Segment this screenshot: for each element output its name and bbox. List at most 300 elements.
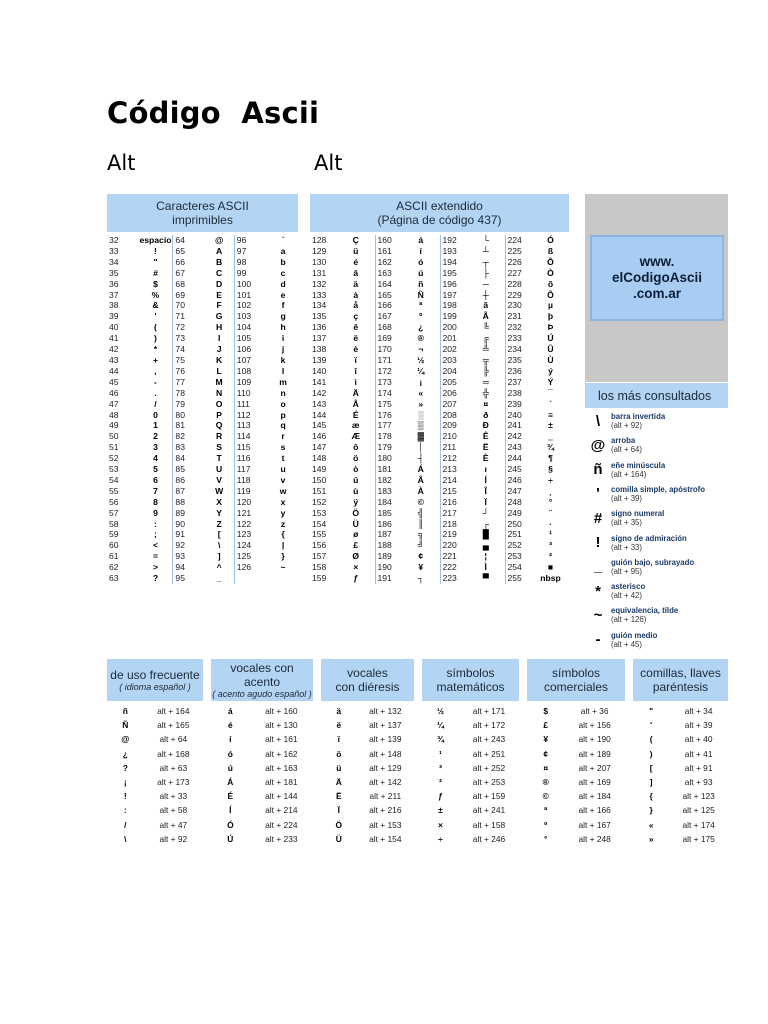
code-cell: 49 (109, 420, 119, 431)
code-cell: 115 (236, 442, 251, 453)
code-cell: 101 (236, 289, 252, 300)
char-cell: º (544, 819, 548, 830)
char-cell: Ö (335, 819, 343, 830)
table-row (321, 818, 414, 832)
code-cell: 192 (442, 235, 457, 245)
char-cell: ² (439, 777, 442, 788)
code-cell: 171 (377, 354, 392, 365)
code-cell: 100 (236, 278, 252, 289)
alt-code-cell: alt + 181 (265, 777, 298, 788)
char-cell: $ (137, 279, 173, 290)
char-cell: ñ (122, 706, 128, 716)
code-cell: 175 (377, 398, 392, 409)
char-cell: Ñ (400, 290, 440, 301)
extended-header-line1: ASCII extendido (396, 199, 483, 213)
char-cell: æ (335, 420, 375, 431)
item-text (611, 485, 705, 503)
code-cell: 68 (175, 278, 185, 289)
char-cell: = (137, 551, 173, 562)
code-cell: 109 (236, 376, 252, 387)
code-cell: 249 (507, 507, 522, 518)
char-cell: } (281, 551, 285, 562)
code-cell: 145 (312, 420, 327, 431)
symbol: ' (596, 485, 600, 503)
char-cell: Û (547, 344, 554, 355)
char-cell: Q (202, 420, 234, 431)
char-cell: ¨ (549, 507, 552, 518)
code-cell: 233 (507, 333, 522, 344)
table-row (310, 311, 569, 322)
code-cell: 154 (312, 518, 327, 529)
char-cell: d (280, 278, 286, 289)
code-cell: 196 (442, 278, 457, 289)
alt-code-cell: alt + 63 (159, 762, 188, 773)
code-cell: 185 (377, 507, 392, 518)
code-cell: 227 (507, 267, 522, 278)
char-cell: i (281, 333, 285, 344)
char-cell: ² (549, 551, 552, 562)
char-cell: é (228, 720, 233, 731)
char-cell: Ê (465, 431, 505, 442)
code-cell: 187 (377, 529, 392, 540)
alt-code-cell: alt + 190 (578, 734, 611, 745)
char-cell: z (280, 518, 286, 529)
char-cell: [ (649, 762, 653, 773)
char-cell: Ú (227, 833, 234, 844)
code-cell: 181 (377, 464, 392, 475)
code-cell: 161 (377, 245, 392, 256)
char-cell: ó (227, 748, 233, 759)
table-row (107, 775, 203, 789)
code-cell: 140 (312, 365, 327, 376)
char-cell: Ó (227, 819, 234, 830)
code-cell: 61 (109, 551, 119, 562)
alt-code-cell: alt + 156 (578, 720, 611, 731)
table-row (633, 789, 728, 803)
code-cell: 229 (507, 289, 522, 300)
code-cell: 64 (175, 235, 185, 245)
item-name: signo de admiración (611, 533, 687, 543)
char-cell: C (202, 268, 234, 279)
table-row (321, 789, 414, 803)
char-cell: ' (137, 311, 173, 322)
char-cell: ? (137, 573, 173, 584)
code-cell: 71 (175, 311, 185, 322)
table-row (422, 789, 519, 803)
table-row (310, 322, 569, 333)
code-cell: 252 (507, 540, 522, 551)
alt-code-cell: alt + 168 (157, 748, 190, 759)
code-cell: 226 (507, 256, 522, 267)
char-cell: ¯ (548, 387, 553, 398)
code-cell: 215 (442, 485, 457, 496)
code-cell: 169 (377, 333, 392, 344)
item-alt: (alt + 64) (611, 445, 642, 455)
code-cell: 93 (175, 551, 185, 562)
category-subtitle: comerciales (543, 680, 609, 694)
code-cell: 79 (175, 398, 185, 409)
char-cell: Ä (335, 777, 342, 788)
char-cell: ƒ (335, 573, 375, 584)
alt-code-cell: alt + 154 (369, 833, 402, 844)
table-row (633, 818, 728, 832)
char-cell: ├ (465, 268, 505, 279)
alt-code-cell: alt + 33 (159, 791, 188, 802)
code-cell: 62 (109, 562, 119, 573)
char-cell: O (202, 399, 234, 410)
char-cell: S (202, 442, 234, 453)
table-row (633, 775, 728, 789)
char-cell: Ó (547, 235, 554, 245)
code-cell: 239 (507, 398, 522, 409)
logo-line2: elCodigoAscii (611, 270, 702, 285)
table-row (107, 529, 298, 540)
char-cell: 9 (137, 508, 173, 519)
char-cell: ) (137, 333, 173, 344)
table-row (633, 718, 728, 732)
code-cell: 84 (175, 453, 185, 464)
code-cell: 155 (312, 529, 327, 540)
item-alt: (alt + 95) (611, 566, 642, 576)
table-row (310, 257, 569, 268)
char-cell: Ë (336, 791, 342, 802)
char-cell: { (281, 529, 285, 540)
code-cell: 162 (377, 256, 392, 267)
table-row (321, 704, 414, 718)
table-row (527, 775, 625, 789)
category-panel (422, 659, 519, 856)
symbol: _ (593, 558, 603, 576)
char-cell: M (202, 377, 234, 388)
category-table (321, 704, 414, 846)
table-row (107, 508, 298, 519)
code-cell: 120 (236, 496, 252, 507)
code-cell: 42 (109, 344, 119, 355)
code-cell: 35 (109, 267, 119, 278)
code-cell: 158 (312, 562, 327, 573)
char-cell: _ (202, 573, 234, 584)
code-cell: 222 (442, 562, 457, 573)
alt-code-cell: alt + 175 (682, 833, 715, 844)
item-text (611, 412, 665, 430)
char-cell (266, 573, 298, 584)
char-cell: q (280, 420, 286, 431)
code-cell: 104 (236, 322, 252, 333)
category-header (527, 659, 625, 701)
code-cell: 163 (377, 267, 392, 278)
code-cell: 208 (442, 409, 457, 420)
alt-code-cell: alt + 125 (682, 805, 715, 816)
category-table (422, 704, 519, 846)
char-cell: ─ (465, 279, 505, 290)
char-cell: Ñ (122, 720, 129, 731)
char-cell: ¶ (548, 453, 553, 464)
code-cell: 232 (507, 322, 522, 333)
char-cell: L (202, 366, 234, 377)
code-cell: 193 (442, 245, 457, 256)
table-row (310, 279, 569, 290)
table-row (107, 519, 298, 530)
item-text (611, 631, 657, 649)
char-cell: ¼ (436, 720, 444, 731)
code-cell: 92 (175, 540, 185, 551)
code-cell: 46 (109, 387, 119, 398)
code-cell: 133 (312, 289, 327, 300)
table-row (107, 322, 298, 333)
code-cell: 241 (507, 420, 522, 431)
code-cell: 194 (442, 256, 457, 267)
char-cell: Î (465, 486, 505, 497)
char-cell: Á (400, 464, 440, 475)
char-cell: │ (400, 442, 440, 453)
code-cell: 207 (442, 398, 457, 409)
code-cell: 73 (175, 333, 185, 344)
alt-code-cell: alt + 58 (159, 805, 188, 816)
table-row (107, 268, 298, 279)
code-cell: 221 (442, 551, 457, 562)
code-cell: 50 (109, 431, 119, 442)
code-cell: 152 (312, 496, 327, 507)
table-row (310, 410, 569, 421)
table-row (310, 562, 569, 573)
code-cell: 81 (175, 420, 185, 431)
char-cell: Y (202, 508, 234, 519)
table-row (310, 235, 569, 246)
char-cell: { (649, 791, 653, 802)
code-cell (234, 573, 266, 584)
table-row (107, 732, 203, 746)
alt-code-cell: alt + 144 (265, 791, 298, 802)
char-cell: â (335, 268, 375, 279)
alt-code-cell: alt + 251 (472, 748, 506, 759)
list-item (585, 506, 728, 530)
alt-code-cell: alt + 246 (472, 833, 506, 844)
code-cell: 149 (312, 464, 327, 475)
table-row (321, 747, 414, 761)
code-cell: 200 (442, 322, 457, 333)
char-cell: ó (400, 257, 440, 268)
char-cell: ý (548, 365, 553, 376)
alt-code-cell: alt + 163 (265, 762, 298, 773)
table-row (211, 732, 313, 746)
char-cell: ¿ (122, 748, 128, 759)
table-row (310, 268, 569, 279)
char-cell: ü (336, 762, 342, 773)
item-text (611, 558, 694, 576)
char-cell: espacio (137, 235, 173, 246)
code-cell: 146 (312, 431, 327, 442)
code-cell: 190 (377, 562, 392, 573)
char-cell: m (279, 376, 287, 387)
code-cell: 213 (442, 464, 457, 475)
code-cell: 217 (442, 507, 457, 518)
table-row (107, 311, 298, 322)
char-cell: é (335, 257, 375, 268)
category-title: símbolos (551, 666, 601, 680)
code-cell: 106 (236, 344, 252, 355)
code-cell: 199 (442, 311, 457, 322)
code-cell: 76 (175, 365, 185, 376)
code-cell: 223 (442, 573, 457, 584)
char-cell: : (137, 519, 173, 530)
code-cell: 48 (109, 409, 119, 420)
code-cell: 182 (377, 474, 392, 485)
char-cell: õ (547, 278, 554, 289)
code-cell: 180 (377, 453, 392, 464)
char-cell: Ö (335, 508, 375, 519)
item-alt: (alt + 35) (611, 518, 642, 528)
char-cell: ì (335, 377, 375, 388)
code-cell: 153 (312, 507, 327, 518)
char-cell: N (202, 388, 234, 399)
code-cell: 247 (507, 485, 522, 496)
char-cell: Â (400, 475, 440, 486)
printable-header (107, 194, 298, 232)
char-cell: ╣ (400, 508, 440, 519)
alt-code-cell: alt + 92 (159, 833, 188, 844)
table-row (107, 551, 298, 562)
char-cell: Á (227, 777, 234, 788)
code-cell: 238 (507, 387, 522, 398)
alt-code-cell: alt + 162 (265, 748, 298, 759)
alt-code-cell: alt + 34 (684, 706, 713, 716)
char-cell: ; (137, 529, 173, 540)
category-panel (321, 659, 414, 856)
code-cell: 138 (312, 344, 327, 355)
list-item (585, 482, 728, 506)
char-cell: ═ (465, 377, 505, 388)
code-cell: 170 (377, 344, 392, 355)
code-cell: 243 (507, 442, 522, 453)
char-cell: ╬ (465, 388, 505, 399)
category-title: comillas, llaves (640, 666, 721, 680)
char-cell: 5 (137, 464, 173, 475)
most-consulted-list (585, 409, 728, 654)
char-cell: ▒ (400, 420, 440, 431)
table-row (107, 761, 203, 775)
code-cell: 143 (312, 398, 327, 409)
char-cell: ü (335, 246, 375, 257)
code-cell: 78 (175, 387, 185, 398)
item-text (611, 582, 645, 600)
code-cell: 236 (507, 365, 522, 376)
char-cell: # (137, 268, 173, 279)
category-subtitle: con diéresis (335, 680, 400, 694)
code-cell: 125 (236, 551, 252, 562)
char-cell: t (281, 453, 285, 464)
char-cell: , (137, 366, 173, 377)
alt-code-cell: alt + 184 (578, 791, 611, 802)
char-cell: ° (543, 833, 548, 844)
category-table (633, 704, 728, 846)
table-row (527, 832, 625, 846)
table-row (633, 803, 728, 817)
code-cell: 205 (442, 376, 457, 387)
code-cell: 184 (377, 496, 392, 507)
char-cell: û (335, 475, 375, 486)
alt-code-cell: alt + 233 (265, 833, 298, 844)
char-cell: ê (335, 322, 375, 333)
char-cell: / (124, 819, 127, 830)
code-cell: 166 (377, 300, 392, 311)
char-cell: þ (547, 311, 554, 322)
code-cell: 251 (507, 529, 522, 540)
char-cell: ä (336, 706, 342, 716)
char-cell: ³ (549, 540, 552, 551)
table-row (321, 775, 414, 789)
char-cell: ) (649, 748, 653, 759)
table-row (310, 519, 569, 530)
code-cell: 204 (442, 365, 457, 376)
item-name: guión bajo, subrayado (611, 557, 695, 567)
code-cell: 131 (312, 267, 327, 278)
table-row (310, 377, 569, 388)
table-row (107, 803, 203, 817)
table-row (310, 497, 569, 508)
category-header (422, 659, 519, 701)
char-cell: Þ (547, 322, 554, 333)
alt-code-cell: alt + 36 (580, 706, 609, 716)
category-panel (633, 659, 728, 856)
item-alt: (alt + 39) (611, 493, 642, 503)
code-cell: 116 (236, 453, 251, 464)
printable-header-line2: imprimibles (172, 213, 233, 227)
char-cell: h (280, 322, 286, 333)
category-subtitle: paréntesis (652, 680, 709, 694)
alt-code-cell: alt + 252 (472, 762, 506, 773)
char-cell: @ (121, 734, 130, 745)
char-cell: ı (465, 464, 505, 475)
char-cell: - (137, 377, 173, 388)
char-cell: ± (548, 420, 553, 431)
code-cell: 60 (109, 540, 119, 551)
code-cell: 214 (442, 474, 457, 485)
char-cell: ¡ (400, 377, 440, 388)
char-cell: 6 (137, 475, 173, 486)
code-cell: 97 (236, 245, 247, 256)
char-cell: ■ (547, 562, 554, 573)
code-cell: 82 (175, 431, 185, 442)
char-cell: © (400, 497, 440, 508)
char-cell: Ð (465, 420, 505, 431)
char-cell: c (280, 267, 286, 278)
code-cell: 167 (377, 311, 392, 322)
char-cell: à (335, 290, 375, 301)
alt-code-cell: alt + 173 (157, 777, 190, 788)
char-cell: $ (543, 706, 548, 716)
char-cell: · (549, 518, 552, 529)
char-cell: £ (543, 720, 548, 731)
alt-code-cell: alt + 214 (265, 805, 298, 816)
code-cell: 195 (442, 267, 457, 278)
code-cell: 88 (175, 496, 185, 507)
alt-code-cell: alt + 47 (159, 819, 188, 830)
alt-code-cell: alt + 172 (472, 720, 506, 731)
char-cell: ! (123, 791, 127, 802)
table-row (310, 442, 569, 453)
code-cell: 250 (507, 518, 522, 529)
char-cell: V (202, 475, 234, 486)
char-cell: ( (137, 322, 173, 333)
char-cell: Ë (465, 442, 505, 453)
code-cell: 32 (109, 235, 119, 245)
char-cell: f (281, 300, 285, 311)
code-cell: 174 (377, 387, 392, 398)
char-cell: ╗ (400, 529, 440, 540)
code-cell: 253 (507, 551, 522, 562)
table-row (107, 246, 298, 257)
table-row (527, 803, 625, 817)
